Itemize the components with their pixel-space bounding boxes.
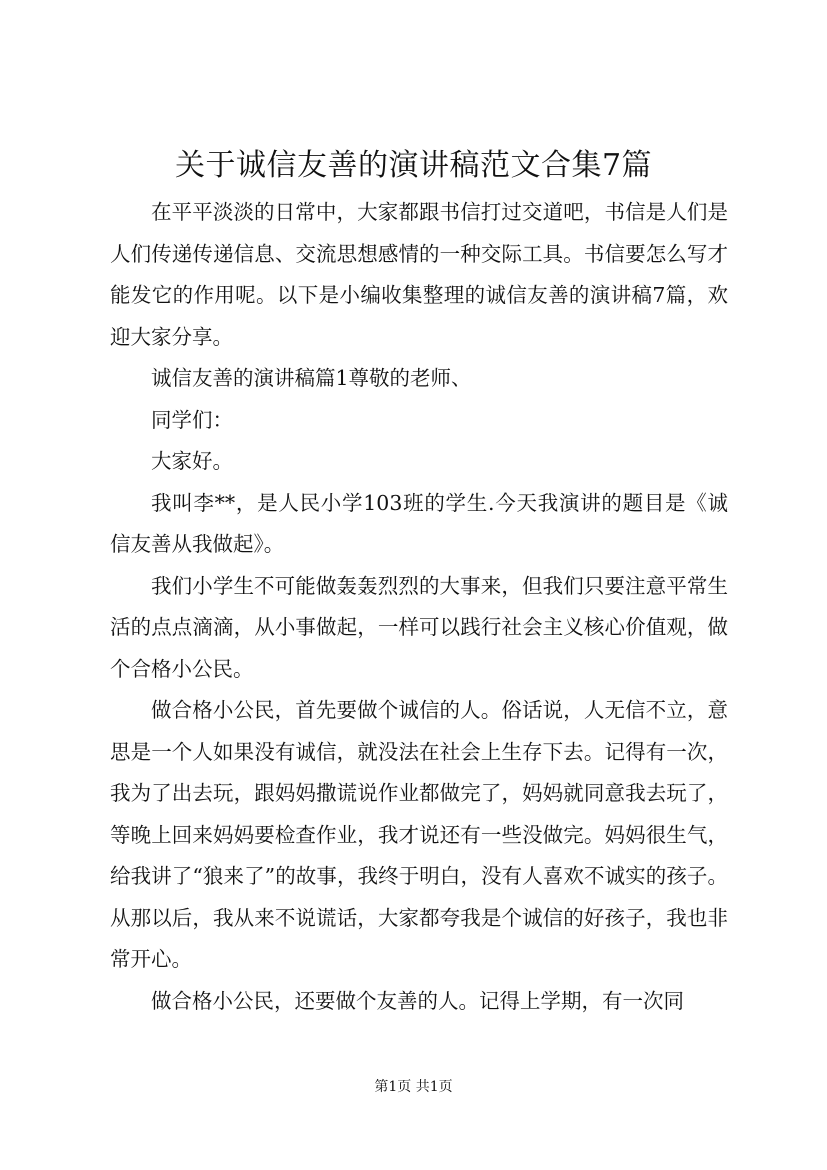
paragraph-intro: 在平平淡淡的日常中，大家都跟书信打过交道吧，书信是人们是人们传递传递信息、交流思想感情的一种交际工具。书信要怎么写才能发它的作用呢。以下是小编收集整理的诚信友善的演讲稿7篇，欢迎大家分享。: [110, 200, 728, 349]
paragraph-kindness: 做合格小公民，还要做个友善的人。记得上学期，有一次同: [151, 988, 684, 1013]
document-body: [110, 192, 728, 1022]
paragraph-greeting: 大家好。: [151, 449, 233, 473]
paragraph-speech-heading: 诚信友善的演讲稿篇1尊敬的老师、: [151, 366, 472, 390]
paragraph-small-things: 我们小学生不可能做轰轰烈烈的大事来，但我们只要注意平常生活的点点滴滴，从小事做起，一样可以践行社会主义核心价值观，做个合格小公民。: [110, 573, 728, 681]
paragraph-self-introduction: 我叫李**，是人民小学103班的学生.今天我演讲的题目是《诚信友善从我做起》。: [110, 490, 728, 556]
paragraph-honesty: 做合格小公民，首先要做个诚信的人。俗话说，人无信不立，意思是一个人如果没有诚信，就没法在社会上生存下去。记得有一次，我为了出去玩，跟妈妈撒谎说作业都做完了，妈妈就同意我去玩了，等晚上回来妈妈要检查作业，我才说还有一些没做完。妈妈很生气，给我讲了“狼来了”的故事，我终于明白，没有人喜欢不诚实的孩子。从那以后，我从来不说谎话，大家都夸我是个诚信的好孩子，我也非常开心。: [110, 698, 728, 971]
paragraph-salutation: 同学们：: [151, 407, 233, 432]
document-title: 关于诚信友善的演讲稿范文合集7篇: [174, 148, 653, 183]
page-footer: 第1页 共1页: [374, 1079, 453, 1095]
